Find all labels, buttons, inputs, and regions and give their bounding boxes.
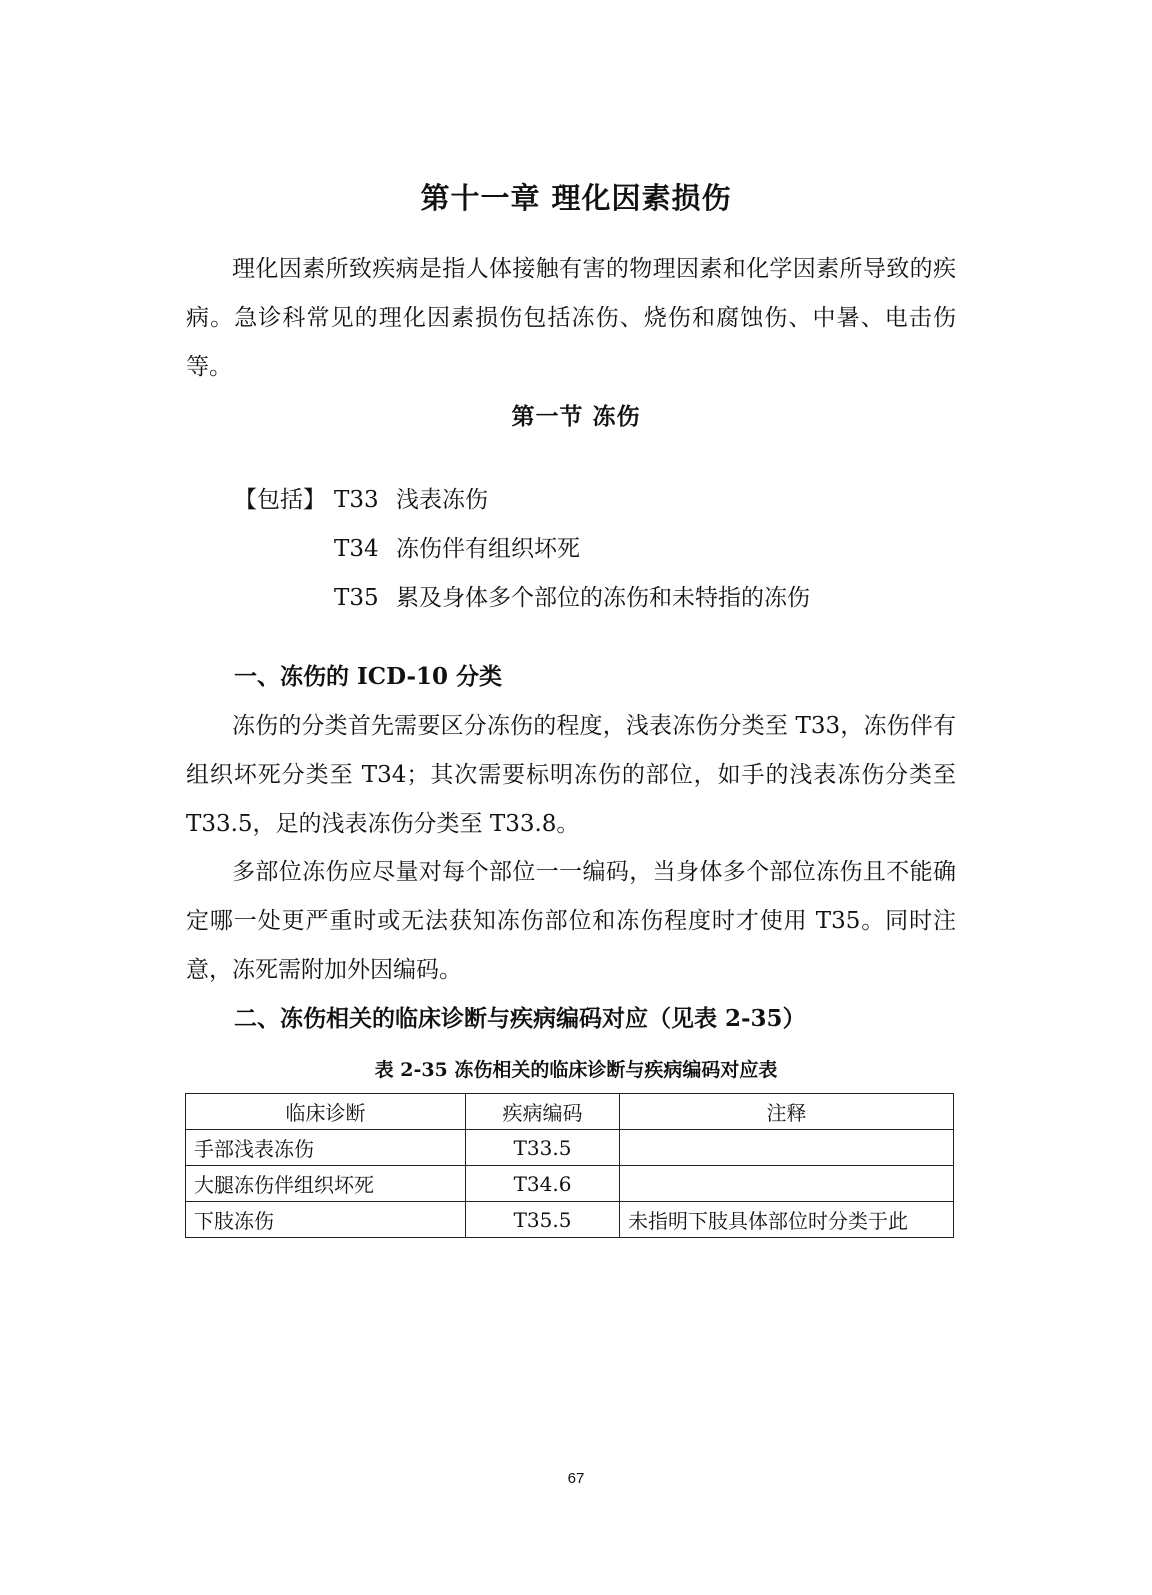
table-cell-code: T33.5: [466, 1130, 620, 1166]
table-header-cell: 临床诊断: [186, 1094, 466, 1130]
table-caption: 表 2-35 冻伤相关的临床诊断与疾病编码对应表: [374, 1059, 778, 1081]
table-cell-diagnosis: 手部浅表冻伤: [186, 1130, 466, 1166]
chapter-title: 第十一章 理化因素损伤: [420, 181, 732, 215]
includes-text: 累及身体多个部位的冻伤和未特指的冻伤: [396, 585, 810, 611]
table-cell-diagnosis: 下肢冻伤: [186, 1202, 466, 1238]
table-cell-note: [620, 1166, 954, 1202]
table-header-cell: 注释: [620, 1094, 954, 1130]
includes-list: [234, 476, 810, 623]
page-number: 67: [567, 1470, 585, 1487]
includes-code: T35: [334, 585, 379, 611]
includes-code: T33: [334, 487, 379, 513]
includes-prefix: 【包括】: [234, 487, 326, 513]
intro-paragraph: 理化因素所致疾病是指人体接触有害的物理因素和化学因素所导致的疾病。急诊科常见的理化因素损伤包括冻伤、烧伤和腐蚀伤、中暑、电击伤等。: [186, 256, 956, 380]
table-cell-code: T34.6: [466, 1166, 620, 1202]
includes-text: 冻伤伴有组织坏死: [396, 536, 580, 562]
includes-text: 浅表冻伤: [396, 487, 488, 513]
includes-item: [234, 525, 810, 574]
table-cell-code: T35.5: [466, 1202, 620, 1238]
table-header-cell: 疾病编码: [466, 1094, 620, 1130]
classification-paragraph: 冻伤的分类首先需要区分冻伤的程度，浅表冻伤分类至 T33，冻伤伴有组织坏死分类至 T34；其次需要标明冻伤的部位，如手的浅表冻伤分类至 T33.5，足的浅表冻伤分类至 T33.8。: [186, 713, 956, 837]
includes-item: [234, 574, 810, 623]
diagnosis-code-table: [185, 1093, 954, 1238]
section-title: 第一节 冻伤: [511, 403, 641, 430]
table-row: [186, 1202, 954, 1238]
table-header-row: [186, 1094, 954, 1130]
includes-item: [234, 476, 810, 525]
table-cell-note: 未指明下肢具体部位时分类于此: [620, 1202, 954, 1238]
multi-site-paragraph: 多部位冻伤应尽量对每个部位一一编码，当身体多个部位冻伤且不能确定哪一处更严重时或无法获知冻伤部位和冻伤程度时才使用 T35。同时注意，冻死需附加外因编码。: [186, 859, 956, 983]
table-cell-note: [620, 1130, 954, 1166]
table-row: [186, 1130, 954, 1166]
table-row: [186, 1166, 954, 1202]
includes-code: T34: [334, 536, 379, 562]
heading-icd10-classification: 一、冻伤的 ICD-10 分类: [234, 663, 503, 690]
heading-diagnosis-mapping: 二、冻伤相关的临床诊断与疾病编码对应（见表 2-35）: [234, 1005, 806, 1032]
table-cell-diagnosis: 大腿冻伤伴组织坏死: [186, 1166, 466, 1202]
